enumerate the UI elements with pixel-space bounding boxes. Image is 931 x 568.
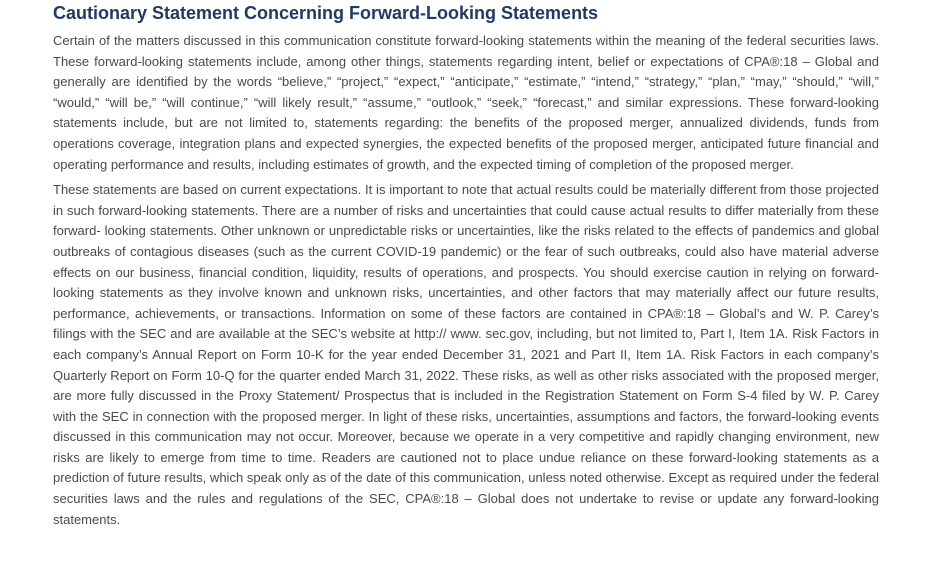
paragraph-forward-looking-definition: Certain of the matters discussed in this communication constitute forward-looking statements within the meaning of the federal securities laws. These forward-looking statements include, among other things, statements regarding intent, belief or expectations of CPA®:18 – Global and generally are identified by the words “believe,” “project,” “expect,” “anticipate,” “estimate,” “intend,” “strategy,” “plan,” “may,” “should,” “will,” “would,” “will be,” “will continue,” “will likely result,” “assume,” “outlook,” “seek,” “forecast,” and similar expressions. These forward-looking statements include, but are not limited to, statements regarding: the benefits of the proposed merger, annualized dividends, funds from operations coverage, integration plans and expected synergies, the expected benefits of the proposed merger, anticipated future financial and operating performance and results, including estimates of growth, and the expected timing of completion of the proposed merger. (53, 33, 879, 172)
page-title: Cautionary Statement Concerning Forward-Looking Statements (53, 3, 599, 23)
document-body (53, 0, 879, 530)
paragraph-risks-and-uncertainties: These statements are based on current expectations. It is important to note that actual results could be materially different from those projected in such forward-looking statements. There are a number of risks and uncertainties that could cause actual results to differ materially from these forward- looking statements. Other unknown or unpredictable risks or uncertainties, like the risks related to the effects of pandemics and global outbreaks of contagious diseases (such as the current COVID-19 pandemic) or the fear of such outbreaks, could also have material adverse effects on our business, financial condition, liquidity, results of operations, and prospects. You should exercise caution in relying on forward-looking statements as they involve known and unknown risks, uncertainties, and other factors that may materially affect our future results, performance, achievements, or transactions. Information on some of these factors are contained in CPA®:18 – Global’s and W. P. Carey’s filings with the SEC and are available at the SEC’s website at http:// www. sec.gov, including, but not limited to, Part I, Item 1A. Risk Factors in each company’s Annual Report on Form 10-K for the year ended December 31, 2021 and Part II, Item 1A. Risk Factors in each company’s Quarterly Report on Form 10-Q for the quarter ended March 31, 2022. These risks, as well as other risks associated with the proposed merger, are more fully discussed in the Proxy Statement/ Prospectus that is included in the Registration Statement on Form S-4 filed by W. P. Carey with the SEC in connection with the proposed merger. In light of these risks, uncertainties, assumptions and factors, the forward-looking events discussed in this communication may not occur. Moreover, because we operate in a very competitive and rapidly changing environment, new risks are likely to emerge from time to time. Readers are cautioned not to place undue reliance on these forward-looking statements as a prediction of future results, which speak only as of the date of this communication, unless noted otherwise. Except as required under the federal securities laws and the rules and regulations of the SEC, CPA®:18 – Global does not undertake to revise or update any forward-looking statements. (53, 182, 879, 527)
